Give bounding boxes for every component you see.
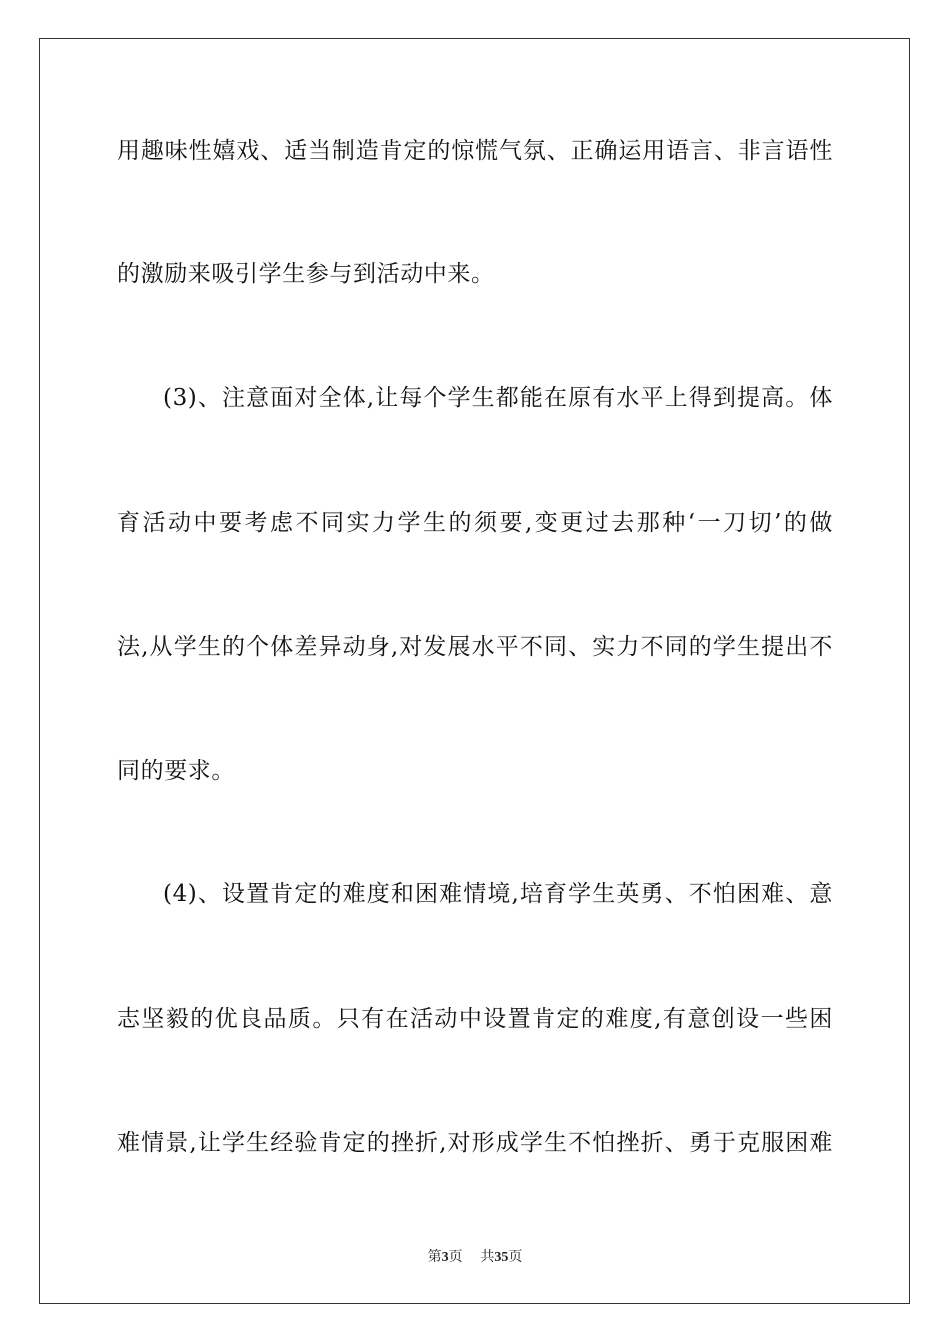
page-suffix: 页 — [448, 1249, 463, 1265]
text-line-3: (3)、注意面对全体,让每个学生都能在原有水平上得到提高。体 — [163, 385, 833, 411]
text-line-8: 志坚毅的优良品质。只有在活动中设置肯定的难度,有意创设一些困 — [117, 1006, 833, 1032]
text-line-9: 难情景,让学生经验肯定的挫折,对形成学生不怕挫折、勇于克服困难 — [117, 1130, 833, 1156]
text-line-6: 同的要求。 — [117, 758, 235, 784]
text-line-2: 的激励来吸引学生参与到活动中来。 — [117, 261, 495, 287]
page-footer — [0, 1247, 950, 1268]
page-number: 3 — [441, 1250, 449, 1265]
text-line-5: 法,从学生的个体差异动身,对发展水平不同、实力不同的学生提出不 — [117, 634, 833, 660]
total-pages: 35 — [494, 1250, 509, 1265]
total-suffix: 页 — [508, 1249, 523, 1265]
text-line-1: 用趣味性嬉戏、适当制造肯定的惊慌气氛、正确运用语言、非言语性 — [117, 138, 833, 164]
total-prefix: 共 — [480, 1249, 495, 1265]
page-border — [39, 38, 910, 1304]
page-prefix: 第 — [427, 1249, 442, 1265]
text-line-7: (4)、设置肯定的难度和困难情境,培育学生英勇、不怕困难、意 — [163, 881, 833, 907]
text-line-4: 育活动中要考虑不同实力学生的须要,变更过去那种‘一刀切’的做 — [117, 510, 833, 536]
